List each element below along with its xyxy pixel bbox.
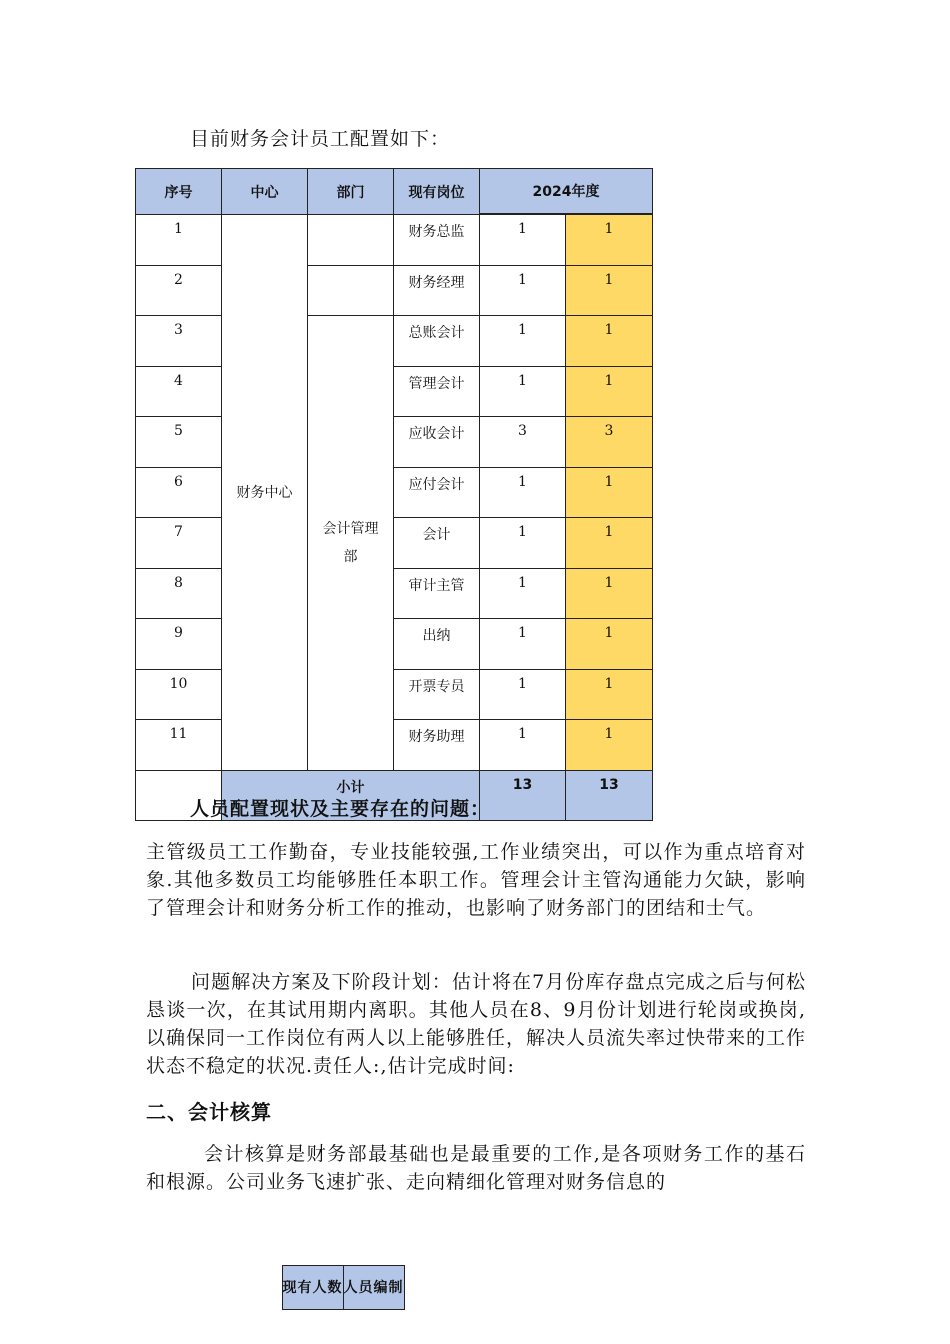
- row-current: 1: [480, 619, 566, 670]
- row-seq: 9: [136, 619, 222, 670]
- row-current: 1: [480, 366, 566, 417]
- row-position: 出纳: [394, 619, 480, 670]
- table-row: [136, 568, 653, 619]
- row-quota: 1: [566, 215, 653, 266]
- row-position: 管理会计: [394, 366, 480, 417]
- header-current: 现有人数: [282, 1265, 343, 1309]
- subtotal-label: 小计: [222, 770, 480, 821]
- table-row: [136, 366, 653, 417]
- table-row: [136, 467, 653, 518]
- row-seq: 2: [136, 265, 222, 316]
- row-current: 1: [480, 265, 566, 316]
- row-seq: 4: [136, 366, 222, 417]
- header-position: 现有岗位: [394, 169, 480, 215]
- row-position: 财务助理: [394, 720, 480, 771]
- plan-paragraph: 问题解决方案及下阶段计划：估计将在7月份库存盘点完成之后与何松恳谈一次，在其试用期内离职。其他人员在8、9月份计划进行轮岗或换岗,以确保同一工作岗位有两人以上能够胜任，解决人员流失率过快带来的工作状态不稳定的状况.责任人:,估计完成时间:: [146, 971, 807, 1077]
- dept-cell: [308, 316, 394, 771]
- row-position: 会计: [394, 518, 480, 569]
- center-cell: 财务中心: [222, 215, 308, 771]
- row-current: 3: [480, 417, 566, 468]
- row-quota: 1: [566, 720, 653, 771]
- row-current: 1: [480, 467, 566, 518]
- row-seq: 8: [136, 568, 222, 619]
- issues-paragraph: 主管级员工工作勤奋，专业技能较强,工作业绩突出，可以作为重点培育对象.其他多数员工均能够胜任本职工作。管理会计主管沟通能力欠缺，影响了管理会计和财务分析工作的推动，也影响了财务部门的团结和士气。: [146, 841, 806, 919]
- table-row: [136, 518, 653, 569]
- row-quota: 1: [566, 467, 653, 518]
- row-seq: 7: [136, 518, 222, 569]
- row-seq: 10: [136, 669, 222, 720]
- table-row: [136, 316, 653, 367]
- dept-cell-empty: [308, 215, 394, 266]
- row-quota: 1: [566, 518, 653, 569]
- row-position: 应付会计: [394, 467, 480, 518]
- table-row: [136, 619, 653, 670]
- row-position: 应收会计: [394, 417, 480, 468]
- dept-cell-empty: [308, 265, 394, 316]
- row-seq: 11: [136, 720, 222, 771]
- row-position: 开票专员: [394, 669, 480, 720]
- row-current: 1: [480, 316, 566, 367]
- table-row: [136, 265, 653, 316]
- row-seq: 1: [136, 215, 222, 266]
- row-quota: 1: [566, 316, 653, 367]
- row-current: 1: [480, 720, 566, 771]
- header-center: 中心: [222, 169, 308, 215]
- header-dept: 部门: [308, 169, 394, 215]
- row-quota: 1: [566, 568, 653, 619]
- table-row: [136, 669, 653, 720]
- row-current: 1: [480, 215, 566, 266]
- row-current: 1: [480, 518, 566, 569]
- row-quota: 3: [566, 417, 653, 468]
- row-seq: 3: [136, 316, 222, 367]
- table-row: [136, 417, 653, 468]
- row-seq: 6: [136, 467, 222, 518]
- subtotal-current: 13: [480, 770, 566, 821]
- header-year: 2024年度: [480, 169, 653, 214]
- subtotal-quota: 13: [566, 770, 653, 821]
- row-position: 审计主管: [394, 568, 480, 619]
- row-quota: 1: [566, 619, 653, 670]
- row-quota: 1: [566, 366, 653, 417]
- row-position: 财务经理: [394, 265, 480, 316]
- row-current: 1: [480, 568, 566, 619]
- row-position: 财务总监: [394, 215, 480, 266]
- row-position: 总账会计: [394, 316, 480, 367]
- issues-heading: 人员配置现状及主要存在的问题：: [190, 798, 491, 820]
- section-paragraph: 会计核算是财务部最基础也是最重要的工作,是各项财务工作的基石和根源。公司业务飞速扩张、走向精细化管理对财务信息的: [146, 1143, 806, 1193]
- dept-name: 会计管理部: [322, 520, 379, 565]
- row-quota: 1: [566, 669, 653, 720]
- row-quota: 1: [566, 265, 653, 316]
- table-row: [136, 215, 653, 266]
- header-quota: 人员编制: [343, 1265, 404, 1309]
- intro-text: 目前财务会计员工配置如下：: [190, 128, 451, 150]
- section-heading: 二、会计核算: [146, 1100, 272, 1124]
- table-row: [136, 720, 653, 771]
- row-seq: 5: [136, 417, 222, 468]
- row-current: 1: [480, 669, 566, 720]
- header-seq: 序号: [136, 169, 222, 215]
